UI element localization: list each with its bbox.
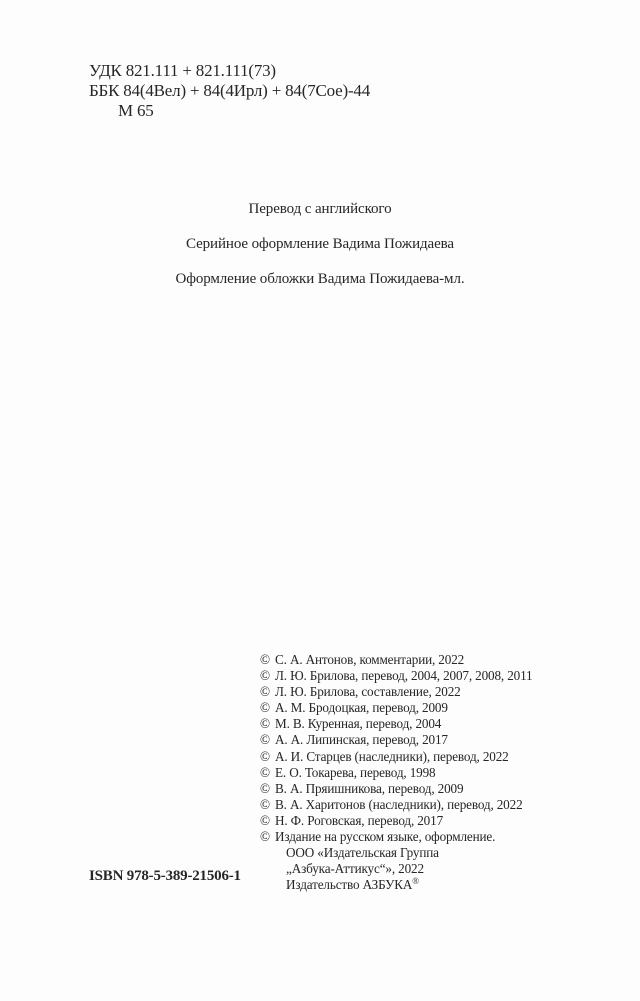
registered-trademark-icon: ® bbox=[412, 876, 419, 887]
copyright-entry: © А. А. Липинская, перевод, 2017 bbox=[260, 732, 448, 748]
copyright-entry: © А. И. Старцев (наследники), перевод, 2022 bbox=[260, 748, 509, 764]
copyright-icon: © bbox=[260, 829, 270, 845]
copyright-icon: © bbox=[260, 748, 270, 764]
copyright-entry: © С. А. Антонов, комментарии, 2022 bbox=[260, 652, 465, 667]
publisher-line: „Азбука-Аттикус“», 2022 bbox=[286, 861, 424, 877]
copyright-entry: © М. В. Куренная, перевод, 2004 bbox=[260, 716, 442, 732]
translation-note: Перевод с английского bbox=[248, 201, 392, 217]
classification-block bbox=[89, 61, 370, 121]
copyright-entry: © Н. Ф. Роговская, перевод, 2017 bbox=[260, 812, 444, 828]
bbk-code: ББК 84(4Вел) + 84(4Ирл) + 84(7Сое)-44 bbox=[89, 81, 371, 100]
copyright-icon: © bbox=[260, 716, 270, 732]
copyright-icon: © bbox=[260, 700, 270, 716]
copyright-entry: © Е. О. Токарева, перевод, 1998 bbox=[260, 764, 436, 780]
copyright-entry: © В. А. Харитонов (наследники), перевод, 2022 bbox=[260, 796, 523, 812]
copyright-icon: © bbox=[260, 668, 270, 684]
copyright-block bbox=[260, 652, 533, 893]
copyright-icon: © bbox=[260, 684, 270, 700]
copyright-icon: © bbox=[260, 732, 270, 748]
publisher-imprint: Издательство АЗБУКА® bbox=[286, 876, 419, 893]
copyright-entry: © В. А. Пряишникова, перевод, 2009 bbox=[260, 780, 464, 796]
series-design-credit: Серийное оформление Вадима Пожидаева bbox=[186, 236, 454, 252]
udk-code: УДК 821.111 + 821.111(73) bbox=[89, 61, 276, 80]
copyright-icon: © bbox=[260, 764, 270, 780]
copyright-icon: © bbox=[260, 812, 270, 828]
copyright-entry: © А. М. Бродоцкая, перевод, 2009 bbox=[260, 700, 448, 716]
copyright-icon: © bbox=[260, 652, 270, 667]
copyright-entry-publisher: © Издание на русском языке, оформление. bbox=[260, 829, 496, 845]
isbn-number: ISBN 978-5-389-21506-1 bbox=[89, 868, 241, 884]
copyright-entry: © Л. Ю. Брилова, составление, 2022 bbox=[260, 684, 461, 700]
copyright-icon: © bbox=[260, 780, 270, 796]
author-sign: М 65 bbox=[118, 101, 154, 120]
publisher-line: ООО «Издательская Группа bbox=[286, 845, 439, 861]
copyright-entry: © Л. Ю. Брилова, перевод, 2004, 2007, 2008, 2011 bbox=[260, 668, 533, 684]
cover-design-credit: Оформление обложки Вадима Пожидаева-мл. bbox=[175, 271, 465, 287]
copyright-icon: © bbox=[260, 796, 270, 812]
